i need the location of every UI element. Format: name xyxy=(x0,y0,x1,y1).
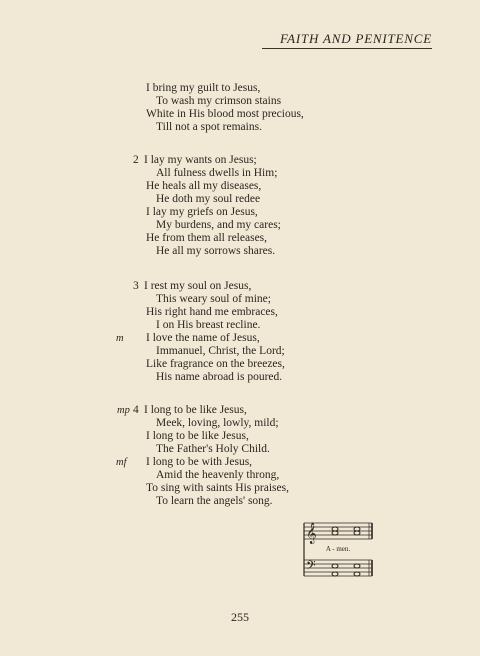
stanza-2-line-4: He doth my soul redee xyxy=(156,193,261,205)
stanza-1-line-4: Till not a spot remains. xyxy=(156,121,262,133)
svg-text:𝄞: 𝄞 xyxy=(306,523,317,544)
page-number: 255 xyxy=(231,610,249,624)
stanza-2-line-1: I lay my wants on Jesus; xyxy=(144,154,257,166)
svg-text:𝄢: 𝄢 xyxy=(306,558,316,576)
stanza-3-line-2: This weary soul of mine; xyxy=(156,293,271,305)
stanza-4-number: 4 xyxy=(133,404,139,416)
amen-lyric: A - men. xyxy=(325,545,351,553)
stanza-1-line-3: White in His blood most precious, xyxy=(146,108,304,120)
section-title: FAITH AND PENITENCE xyxy=(280,31,432,46)
stanza-4-line-3: I long to be like Jesus, xyxy=(146,430,249,442)
stanza-3-number: 3 xyxy=(133,280,139,292)
dynamic-marking-mp: mp xyxy=(117,405,130,416)
stanza-3-line-1: I rest my soul on Jesus, xyxy=(144,280,252,292)
stanza-4-line-5: I long to be with Jesus, xyxy=(146,456,253,468)
amen-music-notation xyxy=(302,520,374,582)
stanza-4-line-7: To sing with saints His praises, xyxy=(146,482,289,494)
dynamic-marking-m: m xyxy=(116,333,124,344)
stanza-3-line-3: His right hand me embraces, xyxy=(146,306,278,318)
stanza-2-line-2: All fulness dwells in Him; xyxy=(156,167,278,179)
stanza-4-line-4: The Father's Holy Child. xyxy=(156,443,270,455)
stanza-2-line-3: He heals all my diseases, xyxy=(146,180,262,192)
stanza-3-line-4: I on His breast recline. xyxy=(156,319,261,331)
header-rule xyxy=(262,48,432,49)
stanza-2-line-6: My burdens, and my cares; xyxy=(156,219,281,231)
stanza-1-line-2: To wash my crimson stains xyxy=(156,95,282,107)
stanza-4-line-8: To learn the angels' song. xyxy=(156,495,273,507)
stanza-4-line-1: I long to be like Jesus, xyxy=(144,404,247,416)
stanza-4-line-2: Meek, loving, lowly, mild; xyxy=(156,417,279,429)
stanza-2-line-8: He all my sorrows shares. xyxy=(156,245,276,257)
stanza-4-line-6: Amid the heavenly throng, xyxy=(156,469,280,481)
stanza-3-line-7: Like fragrance on the breezes, xyxy=(146,358,285,370)
stanza-3-line-5: I love the name of Jesus, xyxy=(146,332,260,344)
dynamic-marking-mf: mf xyxy=(116,457,127,468)
stanza-3-line-6: Immanuel, Christ, the Lord; xyxy=(156,345,285,357)
stanza-2-line-7: He from them all releases, xyxy=(146,232,268,244)
stanza-1-line-1: I bring my guilt to Jesus, xyxy=(146,82,261,94)
stanza-2-number: 2 xyxy=(133,154,139,166)
stanza-3-line-8: His name abroad is poured. xyxy=(156,371,283,383)
stanza-2-line-5: I lay my griefs on Jesus, xyxy=(146,206,258,218)
